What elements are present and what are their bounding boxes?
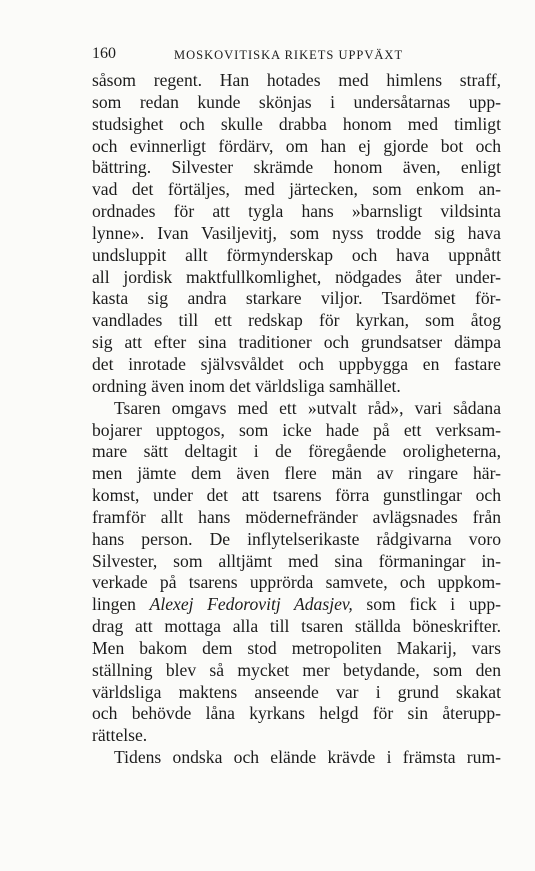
paragraph-start-line: Tsaren omgavs med ett »utvalt råd», vari sådana [114, 397, 501, 418]
text-line: sig att efter sina traditioner och grundsatser dämpa [92, 332, 501, 353]
text-line: ordnades för att tygla hans »barnsligt vildsinta [92, 201, 501, 222]
text-line: Men bakom dem stod metropoliten Makarij, vars [92, 637, 501, 658]
text-line: undsluppit allt förmynderskap och hava uppnått [92, 244, 501, 265]
body-text [92, 70, 501, 769]
text-line: framför allt hans mödernefränder avlägsnades från [92, 506, 501, 527]
text-line: såsom regent. Han hotades med himlens straff, [92, 70, 501, 90]
text-line: komst, under det att tsarens förra gunstlingar och [92, 485, 501, 506]
text-line: bojarer upptogos, som icke hade på ett verksam- [92, 419, 501, 440]
text-line: lynne». Ivan Vasiljevitj, som nyss trodde sig hava [92, 222, 501, 243]
text-line: hans person. De inflytelserikaste rådgivarna voro [92, 528, 501, 549]
running-head: MOSKOVITISKA RIKETS UPPVÄXT [174, 48, 404, 62]
text-line: all jordisk maktfullkomlighet, nödgades åter under- [92, 266, 501, 287]
text-line-with-italic-name [92, 594, 501, 616]
page-number: 160 [92, 45, 116, 62]
text-line: vad det förtäljes, med järtecken, som enkom an- [92, 179, 501, 200]
text-line: som redan kunde skönjas i undersåtarnas upp- [92, 91, 501, 112]
text-line: Silvester, som alltjämt med sina förmaningar in- [92, 550, 501, 571]
text-line: men jämte dem även flere män av ringare här- [92, 463, 501, 484]
line-suffix: som fick i upp- [352, 594, 501, 615]
paragraph-start-line: Tidens ondska och elände krävde i främsta rum- [114, 747, 501, 768]
text-line: bättring. Silvester skrämde honom även, enligt [92, 157, 501, 178]
text-line: mare sätt deltagit i de föregående oroligheterna, [92, 441, 501, 462]
text-line: ställning blev så mycket mer betydande, som den [92, 659, 501, 680]
paragraph-end-line: rättelse. [92, 725, 148, 746]
text-line: vandlades till ett redskap för kyrkan, som åtog [92, 310, 501, 331]
text-line: och evinnerligt fördärv, om han ej gjorde bot och [92, 135, 501, 156]
text-line: drag att mottaga alla till tsaren ställda böneskrifter. [92, 616, 501, 637]
line-prefix: lingen [92, 594, 150, 615]
text-line: studsighet och skulle drabba honom med timligt [92, 113, 501, 134]
italic-name: Alexej Fedorovitj Adasjev, [149, 594, 353, 615]
text-line: det inrotade självsvåldet och uppbygga en fastare [92, 353, 501, 374]
text-line: världsliga maktens anseende var i grund skakat [92, 681, 501, 702]
text-line: och behövde låna kyrkans helgd för sin återupp- [92, 703, 501, 724]
paragraph-end-line: ordning även inom det världsliga samhället. [92, 375, 401, 396]
text-line: verkade på tsarens upprörda samvete, och uppkom- [92, 572, 501, 593]
text-line: kasta sig andra starkare viljor. Tsardömet för- [92, 288, 501, 309]
page-header [92, 45, 501, 67]
